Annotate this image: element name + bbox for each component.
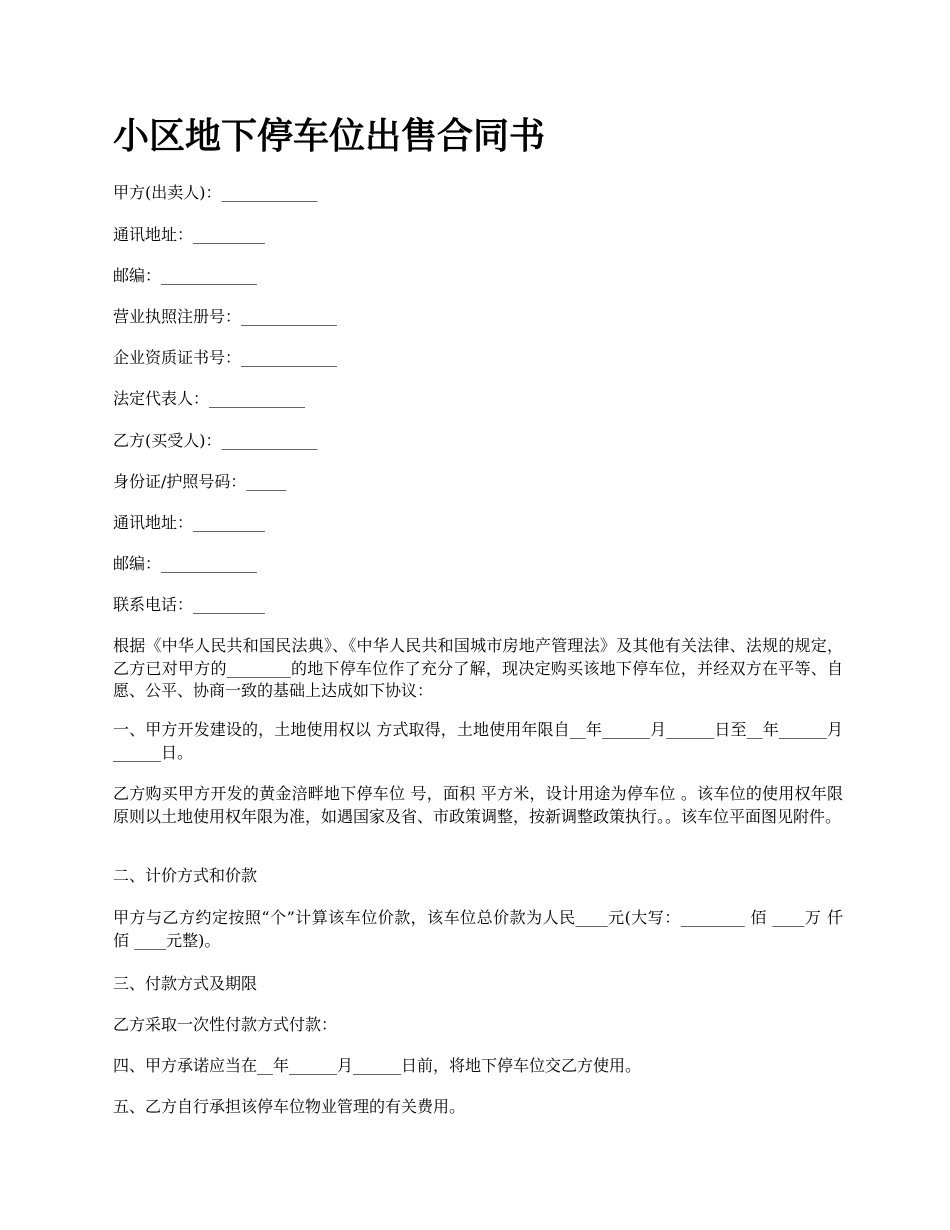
- clause-2-heading: 二、计价方式和价款: [113, 866, 258, 885]
- buyer-name-field: 乙方(买受人)：____________: [113, 431, 318, 450]
- clause-1-detail-paragraph: 乙方购买甲方开发的黄金涪畔地下停车位 号，面积 平方米，设计用途为停车位 。该车位的使用权年限原则以土地使用权年限为准，如遇国家及省、市政策调整，按新调整政策执行。。该车位平面图见附件。: [113, 784, 843, 826]
- seller-name-field: 甲方(出卖人)：____________: [113, 183, 318, 202]
- clause-5-paragraph: 五、乙方自行承担该停车位物业管理的有关费用。: [113, 1097, 466, 1116]
- document-title: 小区地下停车位出售合同书: [113, 116, 546, 157]
- buyer-address-field: 通讯地址：_________: [113, 513, 266, 532]
- seller-postcode-field: 邮编：____________: [113, 266, 258, 285]
- clause-3-heading: 三、付款方式及期限: [113, 974, 258, 993]
- legal-representative-field: 法定代表人：____________: [113, 389, 306, 408]
- buyer-postcode-field: 邮编：____________: [113, 554, 258, 573]
- clause-4-paragraph: 四、甲方承诺应当在__年______月______日前，将地下停车位交乙方使用。: [113, 1056, 642, 1075]
- preamble-paragraph: 根据《中华人民共和国民法典》、《中华人民共和国城市房地产管理法》及其他有关法律、法规的规定，乙方已对甲方的________的地下停车位作了充分了解，现决定购买该地下停车位，并经双方在平等、自愿、公平、协商一致的基础上达成如下协议：: [113, 636, 843, 700]
- seller-address-field: 通讯地址：_________: [113, 225, 266, 244]
- clause-1-paragraph: 一、甲方开发建设的，土地使用权以 方式取得，土地使用年限自__年______月______日至__年______月______日。: [113, 720, 843, 762]
- clause-3-paragraph: 乙方采取一次性付款方式付款：: [113, 1015, 338, 1034]
- buyer-id-field: 身份证/护照号码：_____: [113, 472, 287, 491]
- clause-2-paragraph: 甲方与乙方约定按照“个”计算该车位价款，该车位总价款为人民____元(大写：________ 佰 ____万 仟 佰 ____元整)。: [113, 908, 843, 950]
- business-license-field: 营业执照注册号：____________: [113, 307, 338, 326]
- buyer-phone-field: 联系电话：_________: [113, 595, 266, 614]
- qualification-certificate-field: 企业资质证书号：____________: [113, 348, 338, 367]
